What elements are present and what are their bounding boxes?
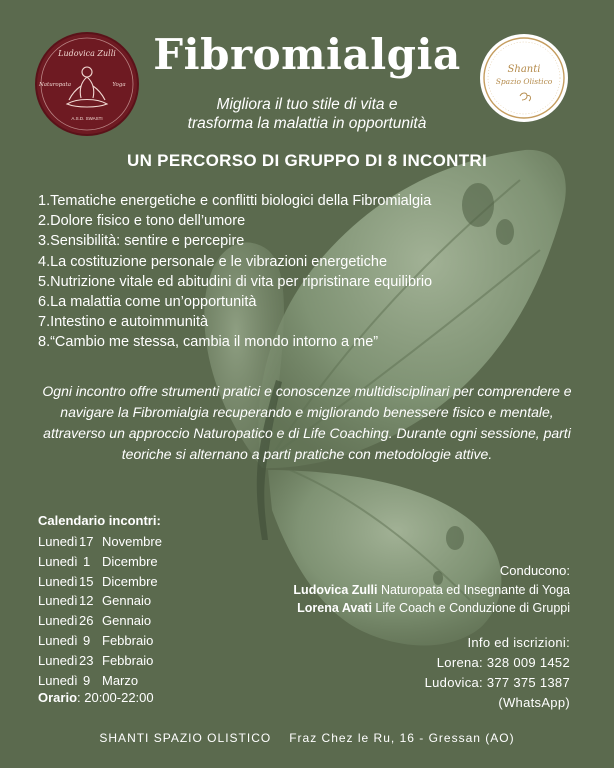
om-symbol-icon: [520, 93, 530, 101]
logo-left-name: Ludovica Zulli: [58, 49, 116, 58]
logo-right-line1: Shanti: [507, 64, 541, 75]
logo-left-word: Naturopata: [38, 82, 72, 88]
calendar-row: Lunedì12 Gennaio: [38, 593, 152, 609]
list-item: 4.La costituzione personale e le vibrazioni energetiche: [38, 253, 388, 270]
section-title: UN PERCORSO DI GRUPPO DI 8 INCONTRI: [127, 151, 487, 170]
calendar-row: Lunedì 1 Dicembre: [38, 553, 158, 569]
leader-row: Lorena Avati Life Coach e Conduzione di Gruppi: [297, 601, 570, 615]
calendar-title: Calendario incontri:: [38, 513, 161, 528]
leader-row: Ludovica Zulli Naturopata ed Insegnante di Yoga: [293, 583, 570, 597]
calendar-row: Lunedì 9 Marzo: [38, 672, 139, 688]
whatsapp-note: (WhatsApp): [498, 695, 570, 710]
logo-left-footer: A.S.D. SWASTI: [71, 116, 103, 121]
list-item: 2.Dolore fisico e tono dell’umore: [38, 213, 246, 230]
phone-ludovica: Ludovica: 377 375 1387: [424, 675, 570, 690]
calendar-row: Lunedì26 Gennaio: [38, 613, 152, 629]
contact-info: [425, 633, 570, 713]
phone-lorena: Lorena: 328 009 1452: [436, 655, 570, 670]
footer-venue: SHANTI SPAZIO OLISTICO: [99, 731, 272, 745]
logo-right-line2: Spazio Olistico: [495, 77, 553, 86]
calendar-row: Lunedì15 Dicembre: [38, 573, 158, 589]
logo-right-word: Yoga: [112, 82, 126, 88]
leaders-label: Conducono:: [499, 563, 570, 578]
calendar-row: Lunedì17 Novembre: [38, 534, 162, 549]
info-label: Info ed iscrizioni:: [467, 635, 570, 650]
topics-list: [38, 191, 432, 353]
list-item: 1.Tematiche energetiche e conflitti biologici della Fibromialgia: [38, 193, 432, 209]
list-item: 8.“Cambio me stessa, cambia il mondo intorno a me”: [38, 334, 379, 351]
page-title: Fibromialgia: [153, 30, 461, 79]
subtitle: [150, 95, 464, 133]
subtitle-line: Migliora il tuo stile di vita e: [216, 96, 398, 113]
list-item: 3.Sensibilità: sentire e percepire: [38, 233, 245, 250]
list-item: 7.Intestino e autoimmunità: [38, 314, 209, 331]
list-item: 5.Nutrizione vitale ed abitudini di vita per ripristinare equilibrio: [38, 273, 433, 290]
calendar-list: [38, 532, 162, 690]
description: Ogni incontro offre strumenti pratici e conoscenze multidisciplinari per comprendere e navigare la Fibromialgia recuperando e migliorando benessere fisico e mentale, attraverso un approccio Naturopatico e di Life Coaching. Durante ogni sessione, parti teoriche si alternano a parti pratiche con metodologie attive.: [42, 383, 572, 462]
list-item: 6.La malattia come un’opportunità: [38, 294, 257, 311]
footer-address: Fraz Chez le Ru, 16 - Gressan (AO): [289, 731, 515, 745]
footer: [0, 731, 614, 745]
calendar-row: Lunedì 9 Febbraio: [38, 632, 154, 648]
subtitle-line: trasforma la malattia in opportunità: [187, 115, 427, 132]
calendar-row: Lunedì23 Febbraio: [38, 652, 154, 668]
leaders-list: [293, 581, 570, 617]
schedule-time: Orario: 20:00-22:00: [38, 690, 154, 705]
